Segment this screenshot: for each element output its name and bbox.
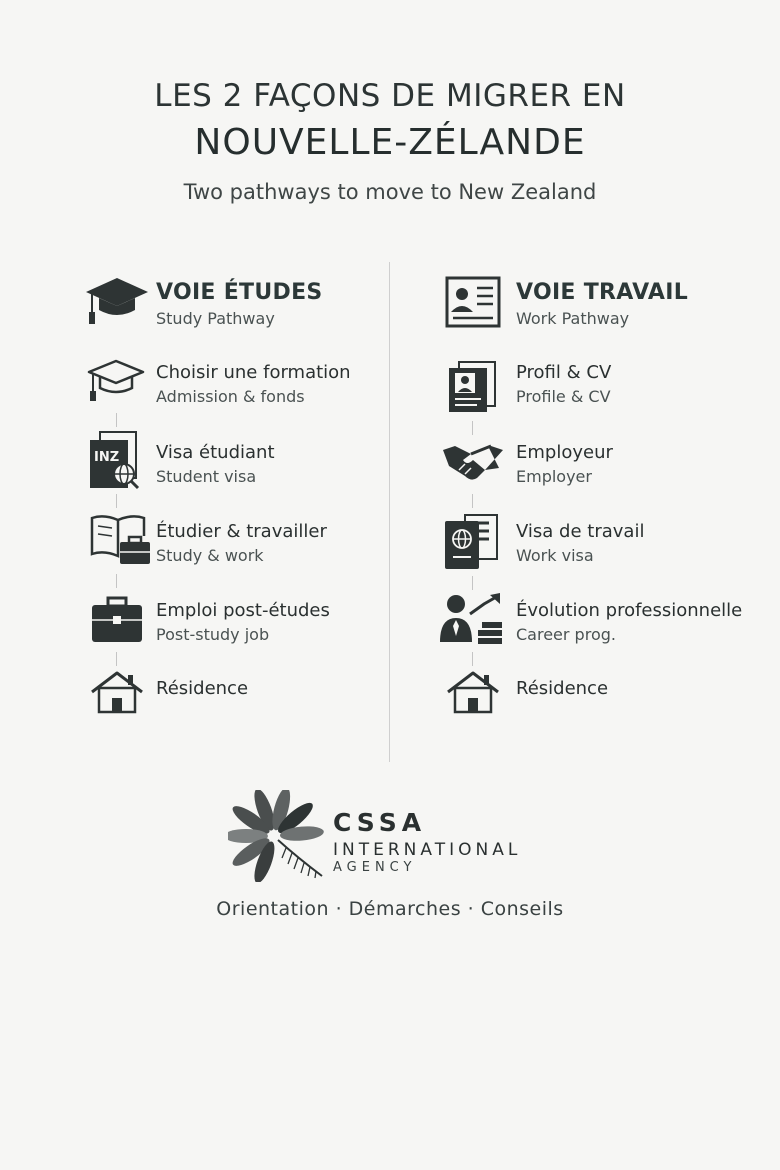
right-step-2 bbox=[516, 442, 613, 486]
right-heading-title: VOIE TRAVAIL bbox=[516, 280, 689, 305]
right-step-4 bbox=[516, 600, 742, 644]
right-heading-subtitle: Work Pathway bbox=[516, 309, 630, 328]
right-step-5-title: Résidence bbox=[516, 678, 609, 699]
briefcase-icon bbox=[90, 596, 144, 644]
right-step-1-title: Profil & CV bbox=[516, 362, 612, 383]
left-step-1-subtitle: Admission & fonds bbox=[156, 387, 305, 406]
brand-name: CSSA bbox=[333, 808, 427, 837]
left-step-3 bbox=[156, 521, 327, 565]
right-step-4-subtitle: Career prog. bbox=[516, 625, 616, 644]
right-step-5 bbox=[516, 678, 608, 699]
brand-name-line2: INTERNATIONAL bbox=[333, 840, 522, 860]
left-step-2-title: Visa étudiant bbox=[156, 442, 275, 463]
left-step-3-title: Étudier & travailler bbox=[156, 521, 327, 542]
page-subtitle: Two pathways to move to New Zealand bbox=[183, 180, 597, 204]
right-connector-3 bbox=[472, 576, 473, 590]
book-briefcase-icon bbox=[90, 512, 152, 568]
right-heading bbox=[516, 280, 688, 328]
left-step-5 bbox=[156, 678, 248, 699]
cv-document-icon bbox=[447, 360, 499, 414]
right-step-2-title: Employeur bbox=[516, 442, 613, 463]
left-step-5-title: Résidence bbox=[156, 678, 249, 699]
inz-visa-document-icon bbox=[88, 430, 142, 490]
right-step-1 bbox=[516, 362, 611, 406]
passport-icon bbox=[443, 513, 501, 571]
left-step-4-subtitle: Post-study job bbox=[156, 625, 270, 644]
left-heading bbox=[156, 280, 323, 328]
right-connector-4 bbox=[472, 652, 473, 666]
right-connector-2 bbox=[472, 494, 473, 508]
brand-name-line3: AGENCY bbox=[333, 860, 417, 875]
left-connector-4 bbox=[116, 652, 117, 666]
left-heading-subtitle: Study Pathway bbox=[156, 309, 275, 328]
left-step-4 bbox=[156, 600, 330, 644]
house-icon bbox=[446, 670, 500, 714]
right-step-2-subtitle: Employer bbox=[516, 467, 592, 486]
right-connector-1 bbox=[472, 421, 473, 435]
left-connector-3 bbox=[116, 574, 117, 588]
right-step-3-title: Visa de travail bbox=[516, 521, 645, 542]
inz-icon-text: INZ bbox=[94, 450, 120, 465]
left-step-1-title: Choisir une formation bbox=[156, 362, 351, 383]
fern-flower-logo bbox=[228, 790, 328, 886]
left-step-2-subtitle: Student visa bbox=[156, 467, 257, 486]
left-heading-title: VOIE ÉTUDES bbox=[156, 280, 323, 305]
graduation-cap-icon bbox=[84, 276, 150, 326]
left-connector-2 bbox=[116, 494, 117, 508]
column-divider bbox=[389, 262, 390, 762]
left-step-2 bbox=[156, 442, 275, 486]
right-step-3-subtitle: Work visa bbox=[516, 546, 594, 565]
right-step-3 bbox=[516, 521, 644, 565]
page-title-line2: NOUVELLE-ZÉLANDE bbox=[194, 122, 586, 163]
right-step-1-subtitle: Profile & CV bbox=[516, 387, 611, 406]
right-step-4-title: Évolution professionnelle bbox=[516, 600, 743, 621]
brand-tagline: Orientation · Démarches · Conseils bbox=[216, 898, 564, 920]
id-card-icon bbox=[445, 276, 501, 328]
house-icon bbox=[90, 670, 144, 714]
left-step-3-subtitle: Study & work bbox=[156, 546, 264, 565]
career-growth-icon bbox=[438, 592, 504, 646]
mortarboard-icon bbox=[86, 358, 146, 404]
handshake-icon bbox=[441, 440, 505, 484]
left-step-1 bbox=[156, 362, 351, 406]
page-title-line1: LES 2 FAÇONS DE MIGRER EN bbox=[154, 78, 626, 114]
left-step-4-title: Emploi post-études bbox=[156, 600, 330, 621]
left-connector-1 bbox=[116, 413, 117, 427]
